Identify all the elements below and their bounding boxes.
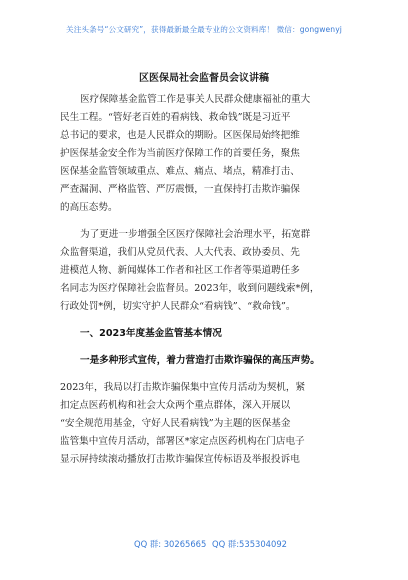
body-line: 行政处罚*例，切实守护人民群众“看病钱”、“救命钱”。 [60, 301, 296, 312]
body-line: 众监督渠道，我们从党员代表、人大代表、政协委员、先 [60, 247, 300, 258]
body-line: 进模范人物、新闻媒体工作者和社区工作者等渠道聘任多 [60, 265, 300, 276]
footer-qq-group-1: QQ 群: 30265665 [134, 539, 207, 549]
body-line: “安全规范用基金，守好人民看病钱”为主题的医保基金 [60, 418, 291, 429]
body-line: 为了更进一步增强全区医疗保障社会治理水平，拓宽群 [80, 229, 311, 240]
body-line: 名同志为医疗保障社会监督员。2023年，收到问题线索*例， [60, 283, 320, 294]
subsection-heading: 一是多种形式宣传，着力营造打击欺诈骗保的高压声势。 [80, 355, 320, 366]
body-line: 护医保基金安全作为当前医疗保障工作的首要任务，聚焦 [60, 148, 300, 159]
body-line: 扣定点医药机构和社会大众两个重点群体，深入开展以 [60, 400, 291, 411]
section-heading: 一、2023年度基金监管基本情况 [80, 328, 222, 339]
body-line: 总书记的要求，也是人民群众的期盼。区医保局始终把维 [60, 130, 300, 141]
body-line: 医保基金监管领域重点、难点、痛点、堵点，精准打击、 [60, 166, 300, 177]
body-line: 医疗保障基金监管工作是事关人民群众健康福祉的重大 [80, 94, 311, 105]
body-line: 监管集中宣传月活动，部署区*家定点医药机构在门店电子 [60, 436, 305, 447]
document-title: 区医保局社会监督员会议讲稿 [139, 73, 269, 84]
body-line: 民生工程。“管好老百姓的看病钱、救命钱”既是习近平 [60, 112, 291, 123]
body-line: 的高压态势。 [60, 202, 118, 213]
footer [0, 538, 408, 552]
body-line: 严查漏洞、严格监管、严厉震慑，一直保持打击欺诈骗保 [60, 184, 300, 195]
footer-qq-group-2: QQ 群:535304092 [212, 539, 287, 549]
body-line: 2023年，我局以打击欺诈骗保集中宣传月活动为契机，紧 [60, 382, 306, 393]
body-line: 显示屏持续滚动播放打击欺诈骗保宣传标语及举报投诉电 [60, 454, 300, 465]
header-banner: 关注头条号“公文研究”，获得最新最全最专业的公文资料库！ 微信：gongwenyj [66, 25, 342, 34]
